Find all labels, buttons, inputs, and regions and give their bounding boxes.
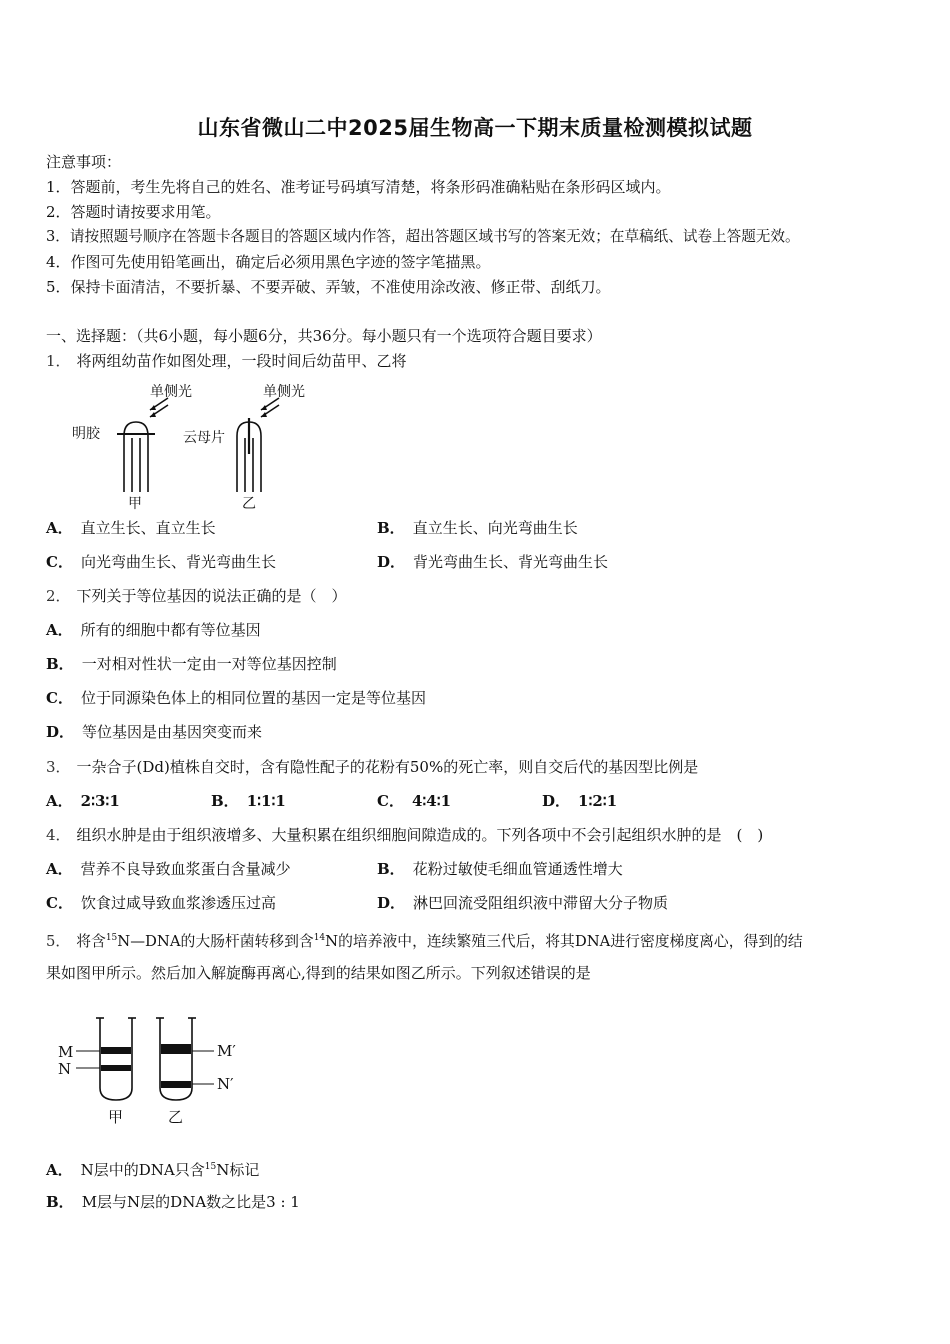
tube-a-label: 甲 <box>108 1108 124 1126</box>
option-a[interactable]: A． 2∶3∶1 <box>46 792 120 810</box>
notice-item: 1．答题前，考生先将自己的姓名、准考证号码填写清楚，将条形码准确粘贴在条形码区域内。 <box>46 178 671 196</box>
question-5: 5． 将含$^{15}$N—DNA的大肠杆菌转移到含$^{14}$N的培养液中，连续繁殖三代后，将其DNA进行密度梯度离心，得到的结 <box>46 932 803 950</box>
question-number: 1． <box>46 352 71 370</box>
option-d[interactable]: D． 淋巴回流受阻组织液中滞留大分子物质 <box>377 894 669 912</box>
tube-b-label: 乙 <box>168 1108 184 1126</box>
option-a[interactable]: A． 营养不良导致血浆蛋白含量减少 <box>46 860 291 878</box>
option-a[interactable]: A． N层中的DNA只含$^{15}$N标记 <box>46 1161 260 1179</box>
seedling-b-label: 乙 <box>242 496 256 512</box>
light-label: 单侧光 <box>263 384 305 400</box>
option-b[interactable]: B． 直立生长、向光弯曲生长 <box>377 519 578 537</box>
option-d[interactable]: D． 背光弯曲生长、背光弯曲生长 <box>377 553 609 571</box>
tube-a <box>100 1018 132 1100</box>
question-number: 2． <box>46 587 71 605</box>
question-text: 下列关于等位基因的说法正确的是（ ） <box>76 587 347 605</box>
question-number: 4． <box>46 826 71 844</box>
centrifuge-figure <box>56 1014 256 1132</box>
question-text: 将两组幼苗作如图处理，一段时间后幼苗甲、乙将 <box>76 352 407 370</box>
option-d[interactable]: D． 等位基因是由基因突变而来 <box>46 723 263 741</box>
option-b[interactable]: B． 1∶1∶1 <box>211 792 286 810</box>
question-number: 5． <box>46 932 71 950</box>
seedling-a <box>124 422 148 492</box>
light-label: 单侧光 <box>150 384 192 400</box>
option-c[interactable]: C． 向光弯曲生长、背光弯曲生长 <box>46 553 276 571</box>
option-b[interactable]: B． M层与N层的DNA数之比是3 : 1 <box>46 1193 300 1211</box>
question-2 <box>46 586 347 606</box>
option-c[interactable]: C． 4∶4∶1 <box>377 792 452 810</box>
notice-item: 5．保持卡面清洁，不要折暴、不要弄破、弄皱，不准使用涂改液、修正带、刮纸刀。 <box>46 278 611 296</box>
seedling-figure <box>66 374 336 512</box>
band-m-prime <box>161 1044 191 1054</box>
option-c[interactable]: C． 位于同源染色体上的相同位置的基因一定是等位基因 <box>46 689 426 707</box>
question-1 <box>46 351 407 371</box>
seedling-a-label: 甲 <box>128 496 142 512</box>
page-title: 山东省微山二中2025届生物高一下期末质量检测模拟试题 <box>197 116 753 140</box>
notice-item: 4．作图可先使用铅笔画出，确定后必须用黑色字迹的签字笔描黑。 <box>46 253 491 271</box>
notice-item: 2．答题时请按要求用笔。 <box>46 203 221 221</box>
question-number: 3． <box>46 758 71 776</box>
option-d[interactable]: D． 1∶2∶1 <box>542 792 618 810</box>
question-4 <box>46 825 763 845</box>
label-m: M <box>58 1043 74 1061</box>
question-3 <box>46 757 698 777</box>
option-b[interactable]: B． 一对相对性状一定由一对等位基因控制 <box>46 655 337 673</box>
notice-heading: 注意事项： <box>46 153 122 171</box>
section-heading: 一、选择题：（共6小题，每小题6分，共36分。每小题只有一个选项符合题目要求） <box>46 327 602 345</box>
label-n-prime: N′ <box>217 1075 234 1093</box>
question-text: 组织水肿是由于组织液增多、大量积累在组织细胞间隙造成的。下列各项中不会引起组织水肿的是 ( ) <box>76 826 764 844</box>
option-a[interactable]: A． 所有的细胞中都有等位基因 <box>46 621 261 639</box>
question-text: 一杂合子(Dd)植株自交时，含有隐性配子的花粉有50%的死亡率，则自交后代的基因型比例是 <box>76 758 699 776</box>
gelatin-label: 明胶 <box>72 426 100 442</box>
band-m <box>101 1047 131 1054</box>
option-b[interactable]: B． 花粉过敏使毛细血管通透性增大 <box>377 860 623 878</box>
notice-item: 3．请按照题号顺序在答题卡各题目的答题区域内作答，超出答题区域书写的答案无效；在草稿纸、试卷上答题无效。 <box>46 228 800 245</box>
option-a[interactable]: A． 直立生长、直立生长 <box>46 519 216 537</box>
mica-label: 云母片 <box>183 430 225 446</box>
option-c[interactable]: C． 饮食过咸导致血浆渗透压过高 <box>46 894 276 912</box>
question-5-line2: 果如图甲所示。然后加入解旋酶再离心,得到的结果如图乙所示。下列叙述错误的是 <box>46 964 591 982</box>
label-m-prime: M′ <box>217 1042 236 1060</box>
band-n <box>101 1065 131 1071</box>
band-n-prime <box>161 1081 191 1088</box>
label-n: N <box>58 1060 72 1078</box>
